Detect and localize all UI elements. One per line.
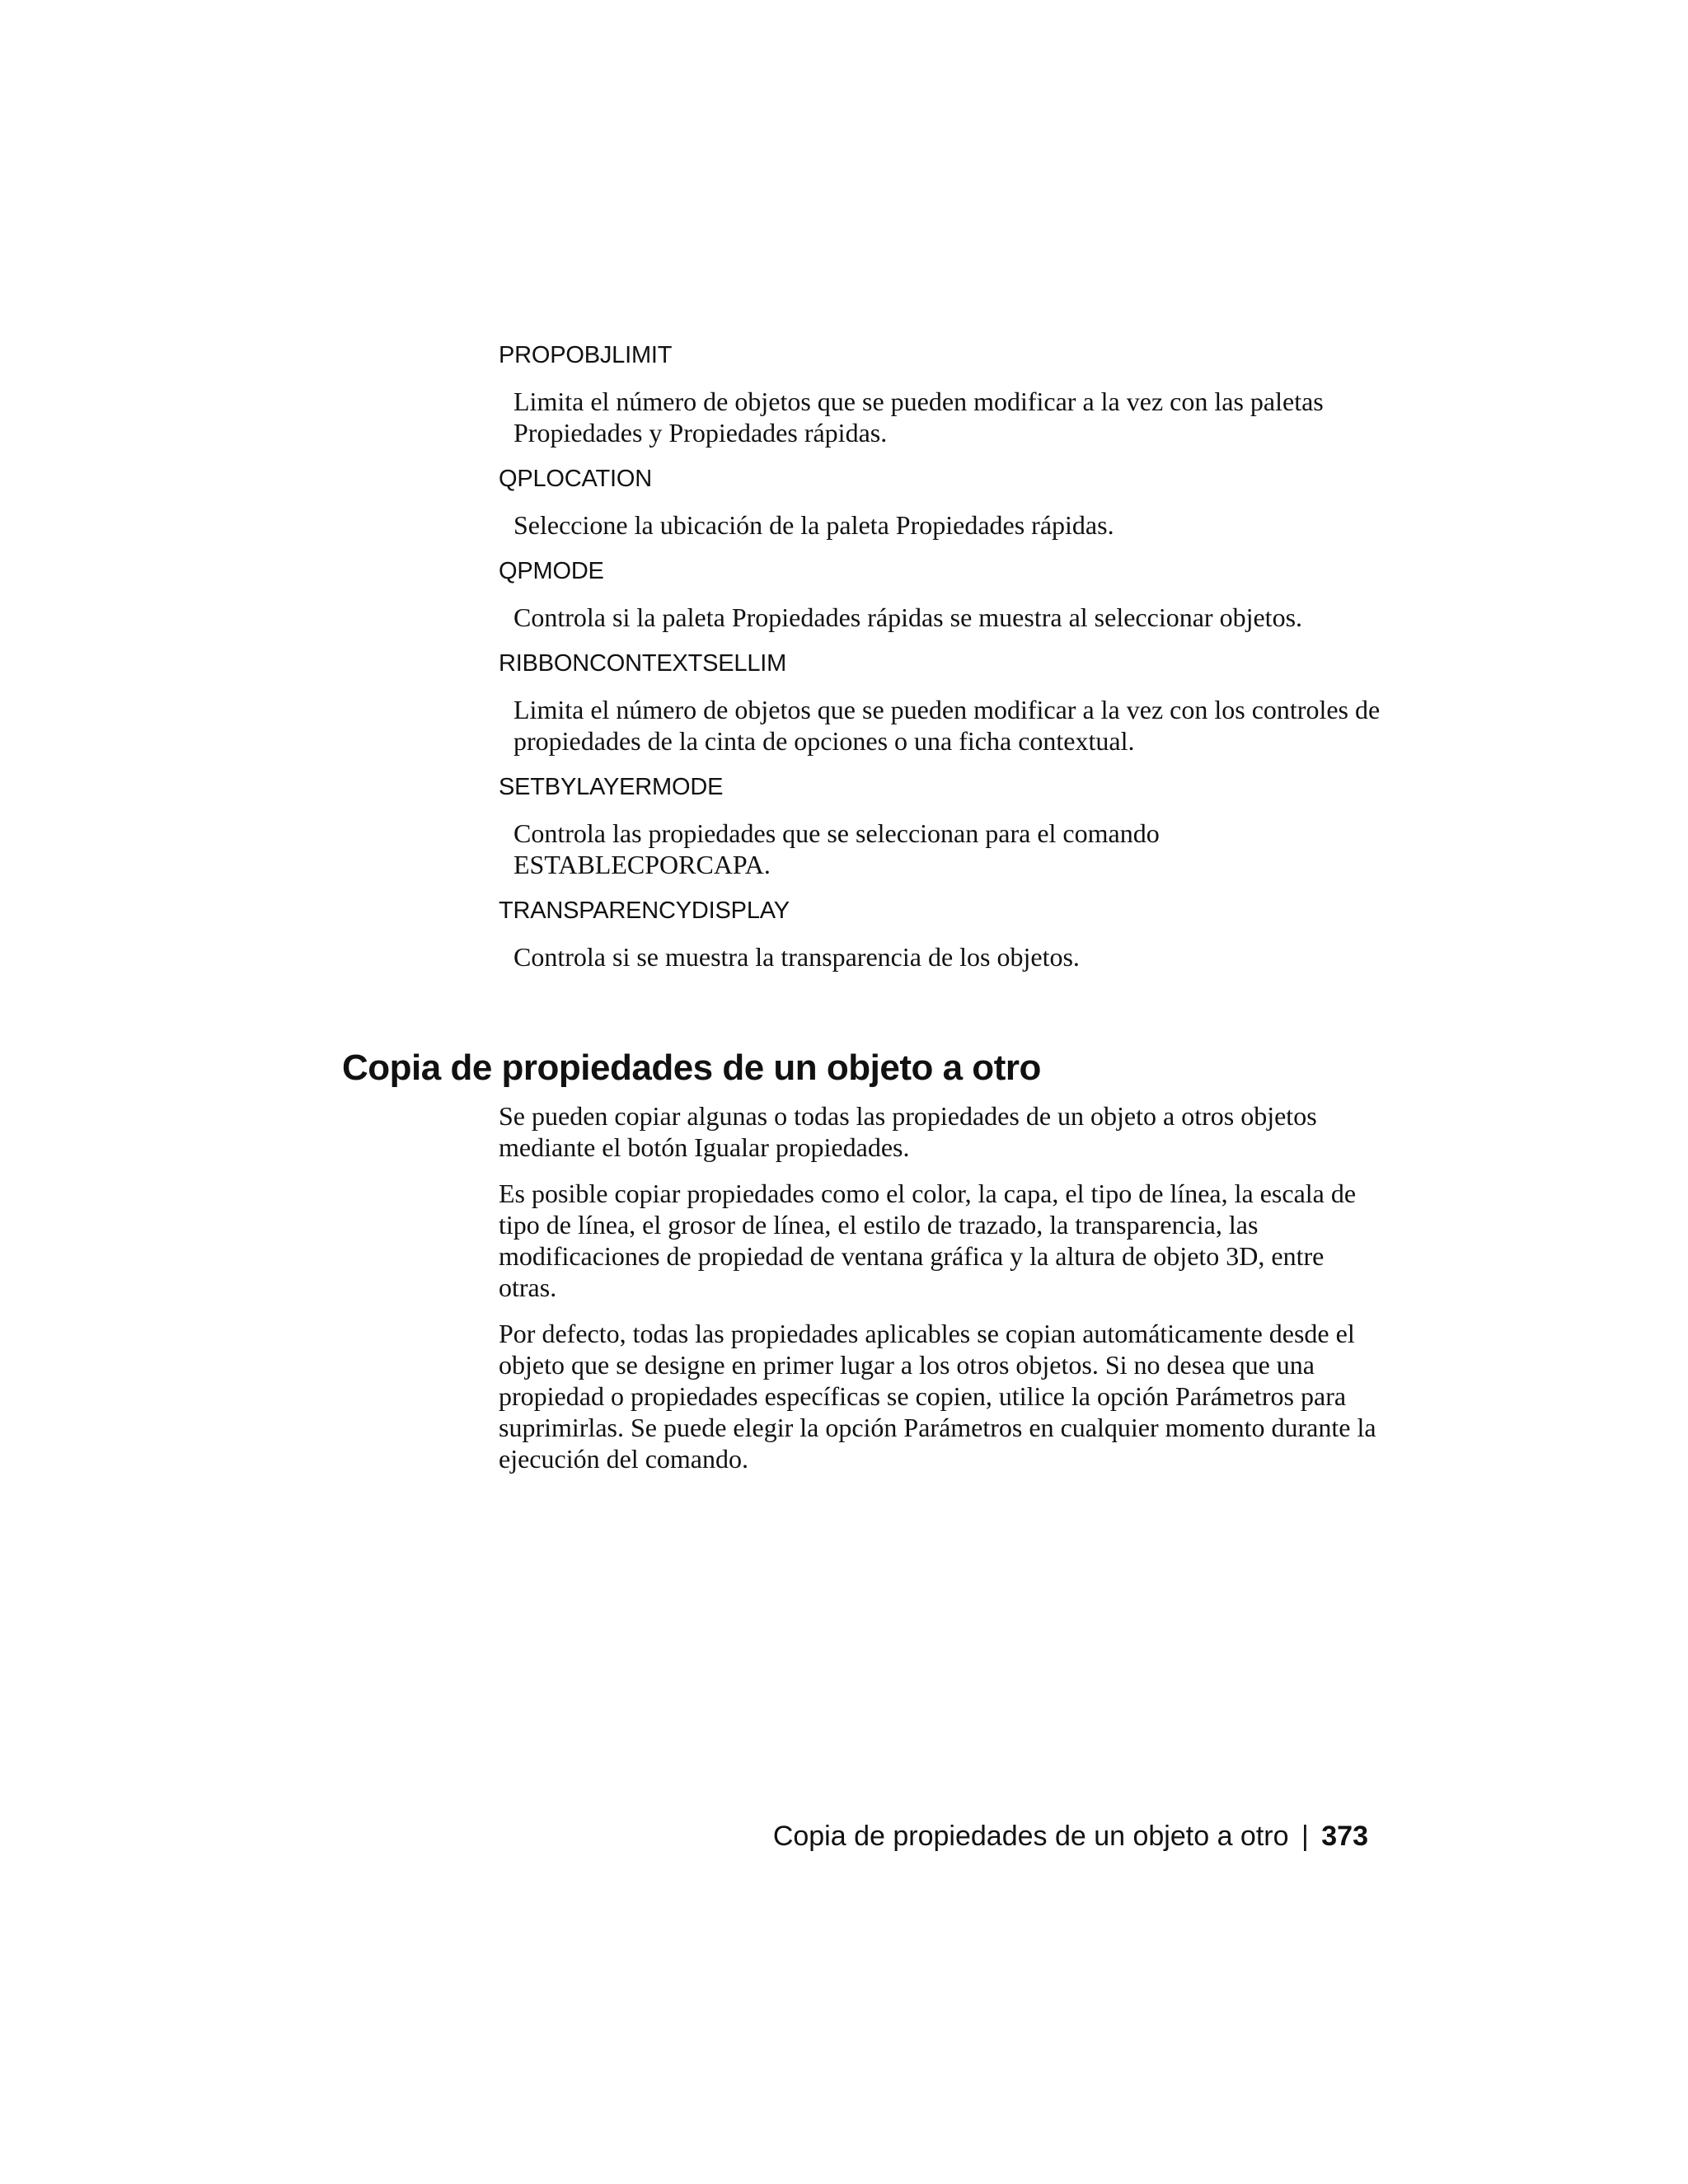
variable-description: Limita el número de objetos que se pueden modificar a la vez con las paletas Propiedades y Propiedades rápidas. bbox=[513, 387, 1324, 448]
variable-description: Controla si la paleta Propiedades rápidas se muestra al seleccionar objetos. bbox=[513, 602, 1303, 632]
page-number: 373 bbox=[1321, 1821, 1368, 1852]
variable-name: RIBBONCONTEXTSELLIM bbox=[499, 650, 787, 677]
system-variable-list bbox=[499, 340, 1381, 972]
section-heading: Copia de propiedades de un objeto a otro bbox=[342, 1047, 1041, 1088]
variable-description: Limita el número de objetos que se pueden modificar a la vez con los controles de propiedades de la cinta de opciones o una ficha contextual. bbox=[513, 695, 1381, 756]
body-paragraph: Es posible copiar propiedades como el color, la capa, el tipo de línea, la escala de tipo de línea, el grosor de línea, el estilo de trazado, la transparencia, las modificaciones de propiedad de ventana gráfica y la altura de objeto 3D, entre otras. bbox=[499, 1179, 1357, 1302]
variable-description: Controla las propiedades que se seleccionan para el comando ESTABLECPORCAPA. bbox=[513, 818, 1160, 879]
variable-name: PROPOBJLIMIT bbox=[499, 342, 673, 368]
variable-description: Seleccione la ubicación de la paleta Propiedades rápidas. bbox=[513, 510, 1114, 540]
variable-description: Controla si se muestra la transparencia de los objetos. bbox=[513, 942, 1080, 972]
variable-name: QPLOCATION bbox=[499, 466, 652, 492]
variable-name: QPMODE bbox=[499, 558, 604, 584]
footer-separator: | bbox=[1301, 1821, 1309, 1852]
variable-name: SETBYLAYERMODE bbox=[499, 774, 724, 800]
footer-title: Copia de propiedades de un objeto a otro bbox=[772, 1821, 1289, 1852]
section-body bbox=[499, 1100, 1381, 1489]
body-paragraph: Por defecto, todas las propiedades aplicables se copian automáticamente desde el objeto que se designe en primer lugar a los otros objetos. Si no desea que una propiedad o propiedades específicas se copien, utilice la opción Parámetros para suprimirlas. Se puede elegir la opción Parámetros en cualquier momento durante la ejecución del comando. bbox=[499, 1319, 1376, 1474]
body-paragraph: Se pueden copiar algunas o todas las propiedades de un objeto a otros objetos mediante el botón Igualar propiedades. bbox=[499, 1101, 1317, 1162]
variable-name: TRANSPARENCYDISPLAY bbox=[499, 898, 790, 924]
page-footer bbox=[773, 1818, 1368, 1854]
